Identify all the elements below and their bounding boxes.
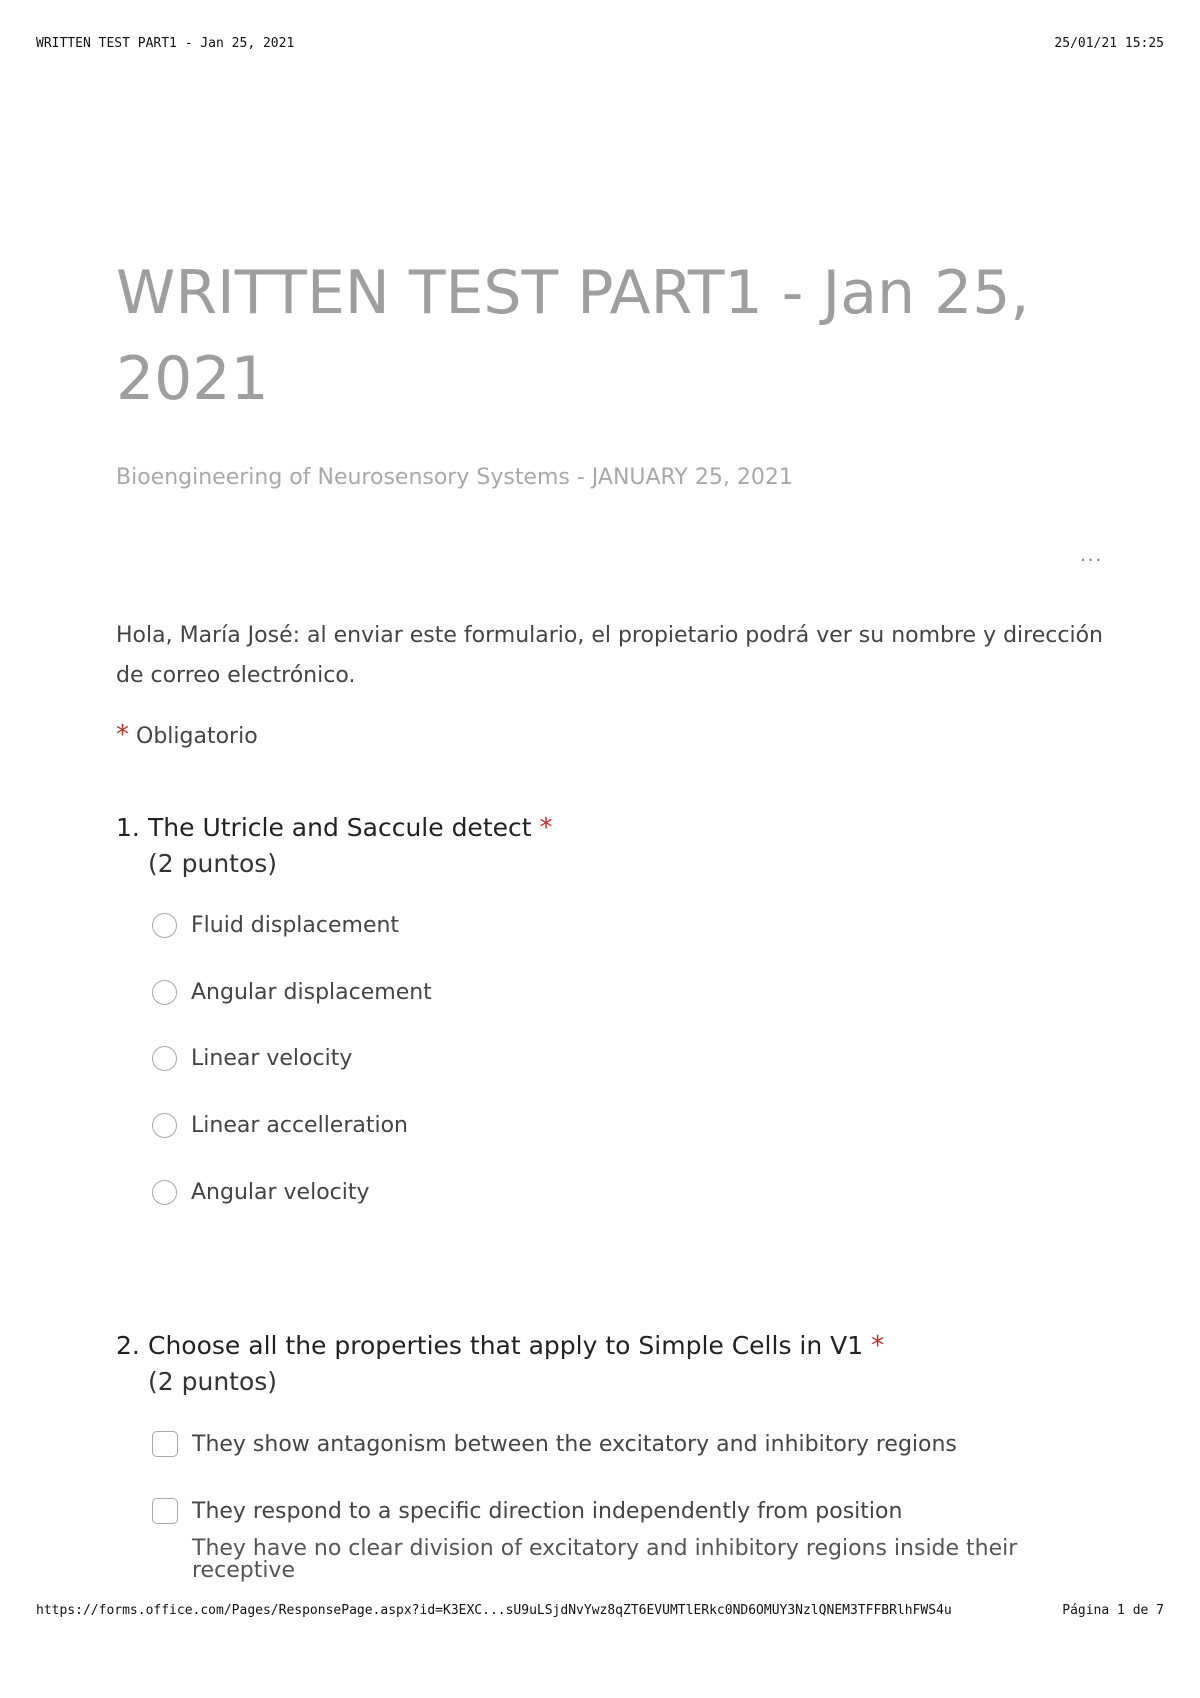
option-angular-velocity[interactable] [152, 1180, 370, 1205]
identity-notice: Hola, María José: al enviar este formulario, el propietario podrá ver su nombre y dirección de correo electrónico. [116, 623, 1103, 688]
radio-button[interactable] [152, 913, 177, 938]
radio-button[interactable] [152, 980, 177, 1005]
option-antagonism[interactable] [152, 1431, 957, 1457]
option-linear-accelleration[interactable] [152, 1113, 408, 1138]
option-fluid-displacement[interactable] [152, 913, 399, 938]
option-cutoff [192, 1536, 1092, 1583]
question-1 [116, 810, 1116, 1210]
option-label: Angular velocity [191, 1180, 370, 1205]
option-direction-independent[interactable] [152, 1498, 902, 1524]
option-label: Fluid displacement [191, 913, 400, 938]
option-label: They respond to a specific direction independently from position [192, 1498, 903, 1524]
question-title [116, 810, 1116, 846]
radio-button[interactable] [152, 1180, 177, 1205]
radio-button[interactable] [152, 1046, 177, 1071]
print-header-title: WRITTEN TEST PART1 - Jan 25, 2021 [36, 36, 295, 51]
radio-button[interactable] [152, 1113, 177, 1138]
option-linear-velocity[interactable] [152, 1046, 352, 1071]
question-2 [116, 1328, 1116, 1528]
question-title [116, 1328, 1116, 1364]
question-number: 2. [116, 1331, 140, 1360]
option-label: Linear velocity [191, 1046, 353, 1071]
question-number: 1. [116, 813, 140, 842]
option-label: They have no clear division of excitatory and inhibitory regions inside their receptive [192, 1536, 1018, 1583]
required-asterisk-icon: * [871, 1331, 885, 1361]
print-footer-page: Página 1 de 7 [1062, 1603, 1164, 1618]
print-footer-url: https://forms.office.com/Pages/ResponsePage.aspx?id=K3EXC...sU9uLSjdNvYwz8qZT6EVUMTlERkc0ND6OMUY3NzlQNEM3TFFBRlhFWS4u [36, 1603, 952, 1618]
form-subtitle: Bioengineering of Neurosensory Systems - JANUARY 25, 2021 [116, 465, 793, 490]
question-text: The Utricle and Saccule detect [148, 813, 532, 842]
checkbox[interactable] [152, 1498, 178, 1524]
required-legend [116, 720, 258, 750]
question-text: Choose all the properties that apply to Simple Cells in V1 [148, 1331, 864, 1360]
required-asterisk-icon: * [116, 720, 129, 750]
question-points: (2 puntos) [148, 849, 278, 878]
print-header-timestamp: 25/01/21 15:25 [1054, 36, 1164, 51]
more-options-icon[interactable]: ... [1080, 545, 1104, 566]
option-label: They show antagonism between the excitatory and inhibitory regions [192, 1431, 957, 1457]
required-label: Obligatorio [136, 724, 258, 749]
question-points: (2 puntos) [148, 1367, 278, 1396]
option-label: Angular displacement [191, 980, 432, 1005]
required-asterisk-icon: * [539, 813, 553, 843]
checkbox[interactable] [152, 1431, 178, 1457]
option-angular-displacement[interactable] [152, 980, 432, 1005]
option-label: Linear accelleration [191, 1113, 409, 1138]
form-title: WRITTEN TEST PART1 - Jan 25, 2021 [116, 258, 1030, 414]
